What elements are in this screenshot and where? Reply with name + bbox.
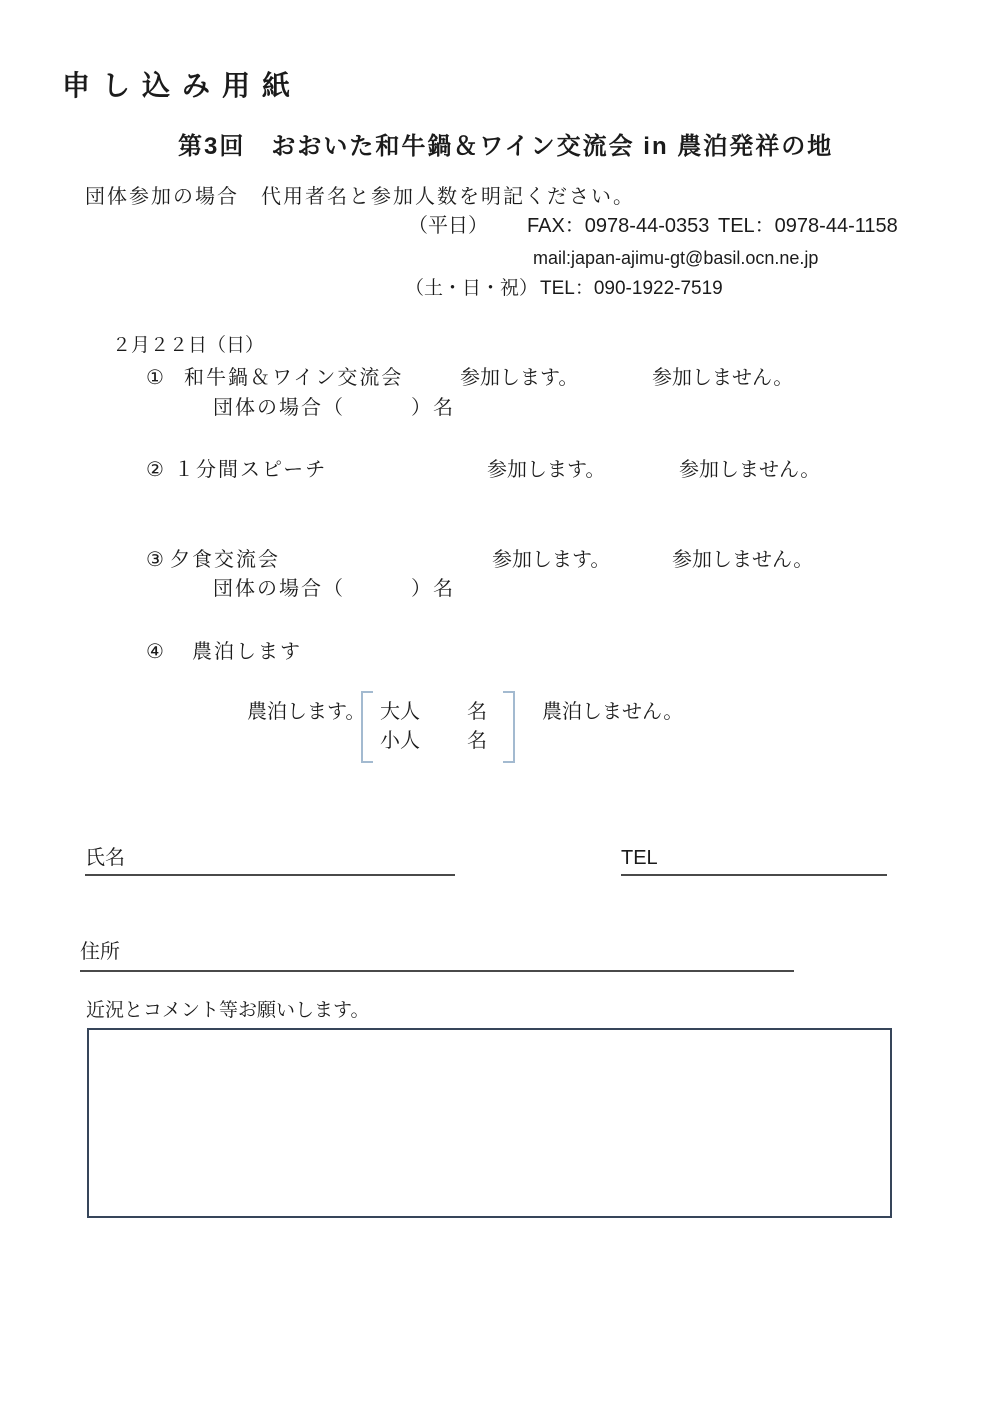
item-3-not-attend-option: 参加しません。 [672,549,814,571]
item-3-attend-option: 参加します。 [492,549,611,571]
comment-box[interactable] [87,1028,892,1218]
comment-prompt: 近況とコメント等お願いします。 [86,1000,370,1021]
name-label: 氏名 [85,847,125,869]
name-field-line[interactable] [85,874,455,876]
address-field-line[interactable] [80,970,794,972]
item-4-number: ④ [146,641,164,663]
item-1-group-note: 団体の場合（ ）名 [213,397,455,419]
item-1-not-attend-option: 参加しません。 [652,367,794,389]
weekday-fax-number: FAX：0978-44-0353 [527,215,710,237]
item-4-label: 農泊します [192,641,302,663]
item-3-label: 夕食交流会 [170,549,280,571]
stay-adult-count-suffix: 名 [467,701,487,723]
item-1-label: 和牛鍋＆ワイン交流会 [184,367,404,389]
event-title: 第3回 おおいた和牛鍋＆ワイン交流会 in 農泊発祥の地 [178,133,834,160]
tel-label: TEL [621,847,658,869]
form-title: 申し込み用紙 [62,70,303,101]
stay-adult-label: 大人 [380,701,420,723]
contact-mail-address: mail:japan-ajimu-gt@basil.ocn.ne.jp [533,248,819,268]
item-1-attend-option: 参加します。 [460,367,579,389]
weekday-label: （平日） [408,215,488,237]
weekday-tel-number: TEL：0978-44-1158 [718,215,898,237]
item-2-number: ② [146,459,164,481]
item-1-number: ① [146,367,164,389]
left-bracket [361,691,373,763]
tel-field-line[interactable] [621,874,887,876]
item-2-attend-option: 参加します。 [487,459,606,481]
item-3-number: ③ [146,549,164,571]
stay-yes-option: 農泊します。 [247,701,366,723]
event-date: ２月２２日（日） [112,335,265,356]
right-bracket [503,691,515,763]
stay-no-option: 農泊しません。 [542,701,684,723]
item-2-label: １分間スピーチ [174,459,328,481]
item-2-not-attend-option: 参加しません。 [679,459,821,481]
holiday-label: （土・日・祝） [405,278,539,299]
stay-child-count-suffix: 名 [467,730,487,752]
item-3-group-note: 団体の場合（ ）名 [213,578,455,600]
holiday-tel-number: TEL：090-1922-7519 [540,278,723,299]
address-label: 住所 [80,941,120,963]
stay-child-label: 小人 [380,730,420,752]
instruction-text: 団体参加の場合 代用者名と参加人数を明記ください。 [85,186,635,208]
